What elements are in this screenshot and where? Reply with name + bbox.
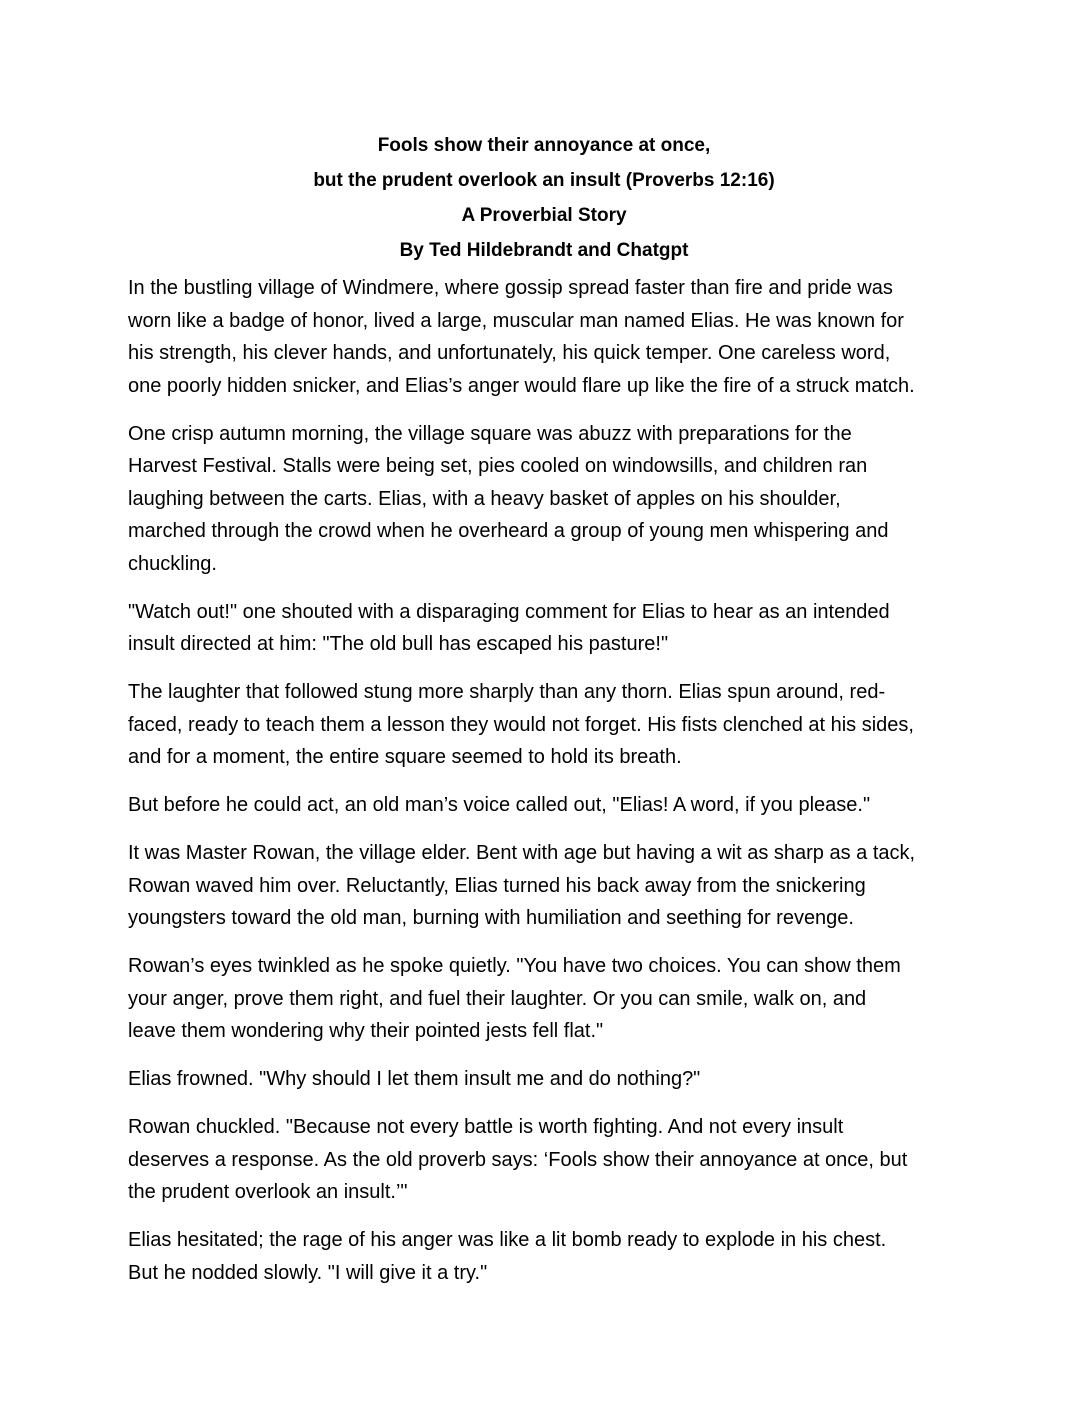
paragraph — [128, 1063, 968, 1096]
paragraph — [128, 596, 968, 661]
paragraph — [128, 837, 968, 935]
paragraph — [128, 1224, 968, 1289]
text-line: One crisp autumn morning, the village square was abuzz with preparations for the — [128, 422, 852, 445]
text-line: The laughter that followed stung more sharply than any thorn. Elias spun around, red- — [128, 681, 886, 703]
text-line: insult directed at him: "The old bull has escaped his pasture!" — [128, 633, 669, 655]
text-line: Rowan chuckled. "Because not every battle is worth fighting. And not every insult — [128, 1116, 844, 1138]
text-line: your anger, prove them right, and fuel their laughter. Or you can smile, walk on, and — [128, 987, 867, 1010]
text-line: and for a moment, the entire square seemed to hold its breath. — [128, 746, 682, 768]
text-line: the prudent overlook an insult.’" — [128, 1181, 408, 1203]
text-line: his strength, his clever hands, and unfortunately, his quick temper. One careless word, — [128, 342, 891, 364]
text-line: "Watch out!" one shouted with a disparaging comment for Elias to hear as an intended — [128, 600, 890, 623]
text-line: It was Master Rowan, the village elder. Bent with age but having a wit as sharp as a tack, — [128, 842, 916, 864]
byline: By Ted Hildebrandt and Chatgpt — [399, 240, 689, 261]
text-line: Elias frowned. "Why should I let them insult me and do nothing?" — [128, 1068, 701, 1090]
subtitle: A Proverbial Story — [461, 205, 627, 226]
text-line: one poorly hidden snicker, and Elias’s anger would flare up like the fire of a struck match. — [128, 374, 915, 397]
text-line: Rowan waved him over. Reluctantly, Elias turned his back away from the snickering — [128, 874, 866, 897]
paragraph — [128, 1111, 968, 1209]
text-line: faced, ready to teach them a lesson they would not forget. His fists clenched at his sides, — [128, 713, 914, 736]
text-line: chuckling. — [128, 552, 217, 575]
title-block — [0, 128, 1088, 268]
title-line-2: but the prudent overlook an insult (Proverbs 12:16) — [313, 170, 775, 191]
title-line-1: Fools show their annoyance at once, — [377, 135, 711, 156]
text-line: leave them wondering why their pointed jests fell flat." — [128, 1020, 604, 1042]
text-line: Elias hesitated; the rage of his anger was like a lit bomb ready to explode in his chest. — [128, 1229, 887, 1251]
text-line: In the bustling village of Windmere, where gossip spread faster than fire and pride was — [128, 277, 893, 299]
paragraph — [128, 272, 968, 402]
paragraph — [128, 789, 968, 822]
text-line: Harvest Festival. Stalls were being set, pies cooled on windowsills, and children ran — [128, 455, 868, 477]
text-line: But he nodded slowly. "I will give it a try." — [128, 1261, 488, 1284]
story-body — [128, 272, 968, 1305]
text-line: Rowan’s eyes twinkled as he spoke quietly. "You have two choices. You can show them — [128, 955, 901, 977]
text-line: youngsters toward the old man, burning with humiliation and seething for revenge. — [128, 907, 854, 929]
paragraph — [128, 950, 968, 1048]
text-line: deserves a response. As the old proverb says: ‘Fools show their annoyance at once, but — [128, 1148, 908, 1171]
text-line: laughing between the carts. Elias, with a heavy basket of apples on his shoulder, — [128, 487, 841, 510]
text-line: But before he could act, an old man’s voice called out, "Elias! A word, if you please." — [128, 794, 871, 816]
text-line: worn like a badge of honor, lived a large, muscular man named Elias. He was known for — [128, 309, 904, 332]
paragraph — [128, 676, 968, 774]
text-line: marched through the crowd when he overheard a group of young men whispering and — [128, 520, 889, 542]
paragraph — [128, 418, 968, 581]
